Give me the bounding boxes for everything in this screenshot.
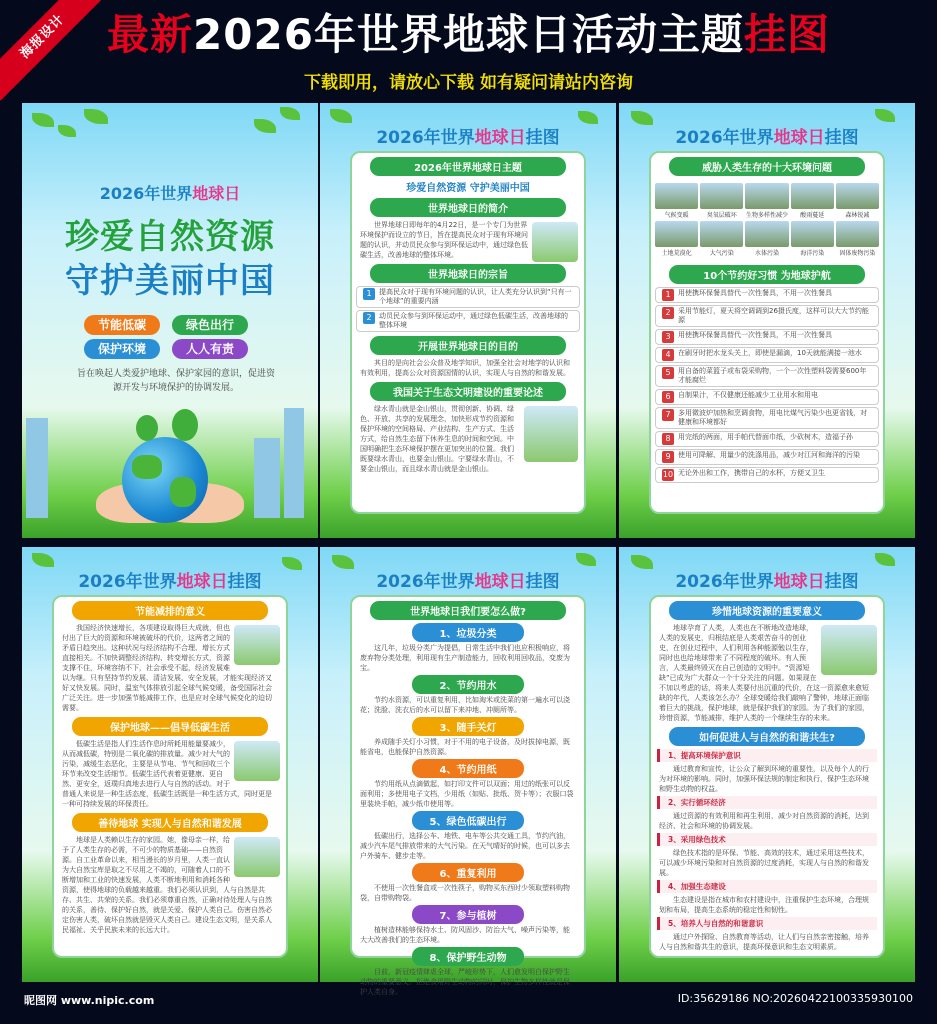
issue-cell [745, 221, 788, 257]
watermark-right: ID:35629186 NO:20260422100335930100 [677, 992, 913, 1005]
habit-item [655, 407, 879, 429]
body-text: 世界地球日即每年的4月22日，是一个专门为世界环境保护而设立的节日，旨在提高民众对于现有环境问题的认识，并动员民众参与到环保运动中，通过绿色低碳生活，改善地球的整体环境。 [360, 221, 528, 259]
section-header: 如何促进人与自然的和谐共生? [669, 727, 865, 746]
issue-label: 固体废物污染 [839, 250, 876, 257]
content-card [350, 595, 586, 996]
body-text: 低碳生活是指人们生活作息时所耗用能量要减少，从而减低碳，特别是二氧化碳的排放量。减少对大气的污染，减缓生态恶化，主要是从节电、节气和回收三个环节来改变生活细节。低碳生活代表着更健康、更自然、更安全，返璞归真地去进行人与自然的活动。对于普通人来说是一种生活态度，低碳生活既是一种生活方式，同时更是一种可持续发展的环保责任。 [62, 740, 272, 808]
watermark-left: 昵图网 www.nipic.com [24, 994, 155, 1007]
body-text: 地球是人类赖以生存的家园。她，像母亲一样，给予了人类生存的必需，不可少的物质基础——自然资源。自工业革命以来，相当漫长的岁月里，人类一直认为大自然宝库是取之不尽用之不竭的，可随着人口的不断增加和工业的快速发展，人类不断地利用和消耗各种资源，使得地球的负载越来越重。我们必须认识到，人与自然是共存、共生、共荣的关系。我们必须尊重自然，正确对待处理人与自然的关系，善待、保护好自然，就是关爱、保护人类自己。伤害自然必定伤害人类，破坏自然就是毁灭人类自己。建设生态文明，是关系人民福祉、关乎民族未来的长远大计。 [62, 836, 272, 934]
harmony-header: 5、培养人与自然的和谐意识 [657, 917, 877, 930]
habit-text: 用使携环保餐具替代一次性餐具，不用一次性餐具 [678, 331, 832, 339]
list-item: 1 提高民众对于现有环境问题的认识，让人类充分认识到“只有一个地球”的重要内涵 [356, 286, 580, 308]
leaf-icon [330, 109, 352, 123]
habit-number: 1 [662, 289, 674, 301]
issue-cell [836, 221, 879, 257]
leaf-icon [84, 109, 108, 124]
section-header: 10个节约好习惯 为地球护航 [669, 265, 865, 284]
habit-number: 7 [662, 409, 674, 421]
section-header: 珍惜地球资源的重要意义 [669, 601, 865, 620]
issue-photo [655, 221, 698, 247]
body-text: 其目的是向社会公众普及地学知识，加强全社会对地学的认识和有效利用，提高公众对资源国情的认识，实现人与自然的和谐发展。 [360, 359, 570, 377]
issue-label: 生物多样性减少 [745, 212, 788, 219]
earth-globe-icon [122, 437, 208, 523]
body-text: 我国经济快速增长，各项建设取得巨大成就，但也付出了巨大的资源和环境被破坏的代价，这两者之间的矛盾日趋突出。这种状况与经济结构不合理、增长方式直接相关。不加快调整经济结构、转变增长方式，资源支撑不住，环境容纳不下，社会承受不起，经济发展难以为继。只有坚持节约发展、清洁发展、安全发展，才能实现经济又好又快发展。同时，温室气体排放引起全球气候变暖，备受国际社会广泛关注。进一步加强节能减排工作，也是应对全球气候变化的迫切需要。 [62, 624, 272, 712]
action-list [352, 623, 584, 997]
earth-illustration [532, 222, 578, 262]
habit-item [655, 347, 879, 363]
action-header: 6、重复利用 [412, 863, 524, 882]
action-text: 植树造林能够保持水土、防风固沙、防治大气、噪声污染等，能大大改善我们的生态环境。 [360, 926, 570, 944]
habit-text: 用使携环保餐具替代一次性餐具，不用一次性餐具 [678, 289, 832, 297]
page-title: 最新2026年世界地球日活动主题挂图 [107, 10, 830, 59]
globe-illustration [234, 625, 280, 665]
habit-item [655, 287, 879, 303]
poster-title: 2026年世界地球日挂图 [675, 128, 859, 148]
leaf-icon [875, 109, 895, 122]
action-header: 4、节约用纸 [412, 759, 524, 778]
landscape-illustration [524, 406, 578, 462]
action-text: 这几年，垃圾分类广为提倡，日常生活中我们也应积极响应，将废弃物分类处理，利用现有生产制造能力，回收利用回收品，变废为宝。 [360, 644, 570, 672]
tag-badge: 节能低碳 [84, 315, 160, 335]
balloon-illustration [821, 625, 877, 675]
harmony-text: 通过教育和宣传，让公众了解到环境的重要性，以及每个人的行为对环境的影响。同时，加强环保法规的制定和执行，保护生态环境和野生动物的权益。 [659, 765, 869, 793]
issue-photo [836, 221, 879, 247]
leaf-icon [576, 553, 596, 566]
habit-item [655, 329, 879, 345]
issue-label: 水体污染 [754, 250, 779, 257]
action-text: 养成随手关灯小习惯，对于不用的电子设备，及时拔掉电源，既能省电，也能保护自然资源。 [360, 738, 570, 756]
tree-icon [172, 409, 198, 441]
issue-cell [655, 221, 698, 257]
leaf-icon [32, 113, 54, 127]
poster-issues [619, 103, 915, 538]
issue-cell [700, 221, 743, 257]
habit-text: 使用可降解、用量少的洗涤用品，减少对江河和海洋的污染 [678, 451, 860, 459]
habit-text: 在刷牙时把水龙头关上，即使是漏滴，10天就能满接一池水 [678, 349, 862, 357]
leaf-icon [280, 107, 300, 120]
list-item: 2 动员民众参与到环保运动中，通过绿色低碳生活，改善地球的整体环境 [356, 310, 580, 332]
section-header: 2026年世界地球日主题 [370, 157, 566, 176]
harmony-header: 3、采用绿色技术 [657, 833, 877, 846]
building-shape [284, 408, 304, 518]
issue-photo [745, 183, 788, 209]
action-text: 低碳出行，选择公车、地铁、电车等公共交通工具，节约汽油，减少汽车尾气排放带来的大气污染。在天气晴好的时候，也可以多去户外骑车、健步走等。 [360, 832, 570, 860]
section-header: 威胁人类生存的十大环境问题 [669, 157, 865, 176]
leaf-icon [58, 125, 76, 137]
habit-item [655, 389, 879, 405]
habit-text: 多用微波炉加热和烹调食物，用电比煤气污染少也更省钱，对健康和环境都好 [678, 409, 867, 426]
habit-number: 5 [662, 367, 674, 379]
issue-cell [836, 183, 879, 219]
habit-number: 10 [662, 470, 674, 479]
issue-label: 酸雨蔓延 [800, 212, 825, 219]
harmony-list [651, 749, 883, 952]
plant-illustration [234, 837, 280, 877]
content-card [52, 595, 288, 958]
issue-label: 土地荒漠化 [661, 250, 692, 257]
action-header: 5、绿色低碳出行 [412, 811, 524, 830]
harmony-text: 通过户外探险、自然教育等活动，让人们与自然亲密接触，培养人与自然和谐共生的意识，提高环保意识和生态文明素质。 [659, 933, 869, 951]
action-text: 不使用一次性餐盒或一次性筷子，购物买东西时少领取塑料购物袋，自带购物袋。 [360, 884, 570, 902]
action-header: 2、节约用水 [412, 675, 524, 694]
action-text: 节约水资源，可以重复利用，比如淘米或洗菜的第一遍水可以浇花；洗脸、洗衣后的水可以留下来冲地、冲厕所等。 [360, 696, 570, 714]
issue-photo [655, 183, 698, 209]
section-header: 节能减排的意义 [72, 601, 268, 620]
issue-label: 大气污染 [709, 250, 734, 257]
body-text: 地球孕育了人类，人类也在不断地改造地球，人类的发展史，归根结底是人类艰苦奋斗的创业史，在创业过程中，人们利用各种能源勉以生存，同时也也给地球带来了不同程度的破坏。有人预言，人类最终毁灭在自己创造的文明中。“资源短缺”已成为广大群众一个十分关注的问题。如果现在不加以考虑的话，将来人类要付出沉重的代价，在这一资源愈来愈短缺的年代，人类该怎么办？全球变暖给我们敲响了警钟，地球正面临着巨大的挑战，保护地球，就是保护我们的家园。为了我们的家园，珍惜资源，节能减排，维护人类的一个继续生存的未来。 [659, 624, 869, 722]
habit-number: 6 [662, 391, 674, 403]
habit-list [651, 287, 883, 483]
issue-label: 森林锐减 [845, 212, 870, 219]
content-card [350, 151, 586, 514]
action-text: 目前，新冠疫情肆虐全球，严峻形势下，人们愈发明白保护野生动物的重要意义。拒绝食用野生动物的同时，保护生物多样性就是保护人类自身。 [360, 968, 570, 996]
action-header: 3、随手关灯 [412, 717, 524, 736]
harmony-header: 1、提高环境保护意识 [657, 749, 877, 762]
habit-item [655, 467, 879, 483]
issue-photo [745, 221, 788, 247]
habit-text: 采用节能灯，夏天将空调调到26摄氏度，这样可以大大节约能源 [678, 307, 869, 324]
section-header: 世界地球日我们要怎么做? [370, 601, 566, 620]
harmony-text: 生态建设是指在城市和农村建设中，注重保护生态环境，合理规划和布局，提高生态系统的稳定性和韧性。 [659, 896, 869, 914]
tree-icon [136, 415, 158, 441]
habit-text: 无论外出和工作，携带自己的水杯，方便又卫生 [678, 469, 825, 477]
section-header: 我国关于生态文明建设的重要论述 [370, 382, 566, 401]
building-shape [254, 438, 280, 518]
habit-item [655, 305, 879, 327]
harmony-text: 通过资源的有效利用和再生利用，减少对自然资源的消耗，达到经济、社会和环境的协调发展。 [659, 812, 869, 830]
content-card [649, 595, 885, 958]
poster-title: 2026年世界地球日挂图 [675, 572, 859, 592]
issue-grid [651, 179, 883, 261]
issue-cell [700, 183, 743, 219]
leaf-icon [875, 553, 895, 566]
action-header: 7、参与植树 [412, 905, 524, 924]
habit-text: 用完纸的两面，用手帕代替面巾纸，少砍树木，造福子孙 [678, 433, 853, 441]
leaf-icon [254, 119, 276, 133]
issue-cell [791, 183, 834, 219]
theme-text: 珍爱自然资源 守护美丽中国 [406, 183, 530, 194]
cover-description: 旨在唤起人类爱护地球、保护家园的意识，促进资源开发与环境保护的协调发展。 [76, 369, 275, 393]
issue-label: 臭氧层破坏 [706, 212, 737, 219]
poster-cover [22, 103, 318, 538]
leaf-icon [32, 553, 54, 567]
section-header: 世界地球日的宗旨 [370, 264, 566, 283]
building-shape [26, 418, 48, 518]
harmony-header: 4、加强生态建设 [657, 880, 877, 893]
habit-item [655, 431, 879, 447]
habit-number: 3 [662, 331, 674, 343]
issue-cell [745, 183, 788, 219]
action-text: 节约用纸从点滴做起，如打印文件可以双面；用过的纸张可以反面利用；多使用电子文档，少用纸（如贴、批纸、贺卡等）；衣服口袋里装块手帕，减少纸巾使用等。 [360, 780, 574, 808]
section-header: 世界地球日的简介 [370, 198, 566, 217]
issue-photo [700, 221, 743, 247]
issue-photo [791, 183, 834, 209]
body-text: 绿水青山就是金山银山，贯彻创新、协调、绿色、开放、共享的发展理念，加快形成节约资源和保护环境的空间格局、产业结构、生产方式、生活方式，给自然生态留下休养生息的时间和空间。中国明确把生态环境保护摆在更加突出的位置。我们既要绿水青山，也要金山银山。宁要绿水青山，不要金山银山，而且绿水青山就是金山银山。 [360, 405, 514, 473]
page-subtitle: 下载即用，请放心下载 如有疑问请站内咨询 [304, 73, 633, 93]
tag-badge: 保护环境 [84, 339, 160, 359]
issue-label: 气候变暖 [664, 212, 689, 219]
habit-item [655, 365, 879, 387]
cover-line1: 珍爱自然资源 [65, 217, 275, 257]
issue-photo [791, 221, 834, 247]
issue-cell [791, 221, 834, 257]
issue-label: 海洋污染 [800, 250, 825, 257]
action-header: 8、保护野生动物 [412, 947, 524, 966]
habit-text: 自制果汁，不仅健康还能减少工业用水和用电 [678, 391, 818, 399]
issue-photo [836, 183, 879, 209]
habit-number: 4 [662, 349, 674, 361]
section-header: 开展世界地球日的目的 [370, 336, 566, 355]
content-card [649, 151, 885, 514]
habit-number: 8 [662, 433, 674, 445]
habit-number: 9 [662, 451, 674, 463]
tag-badge: 人人有责 [172, 339, 248, 359]
poster-harmony [619, 547, 915, 982]
habit-number: 2 [662, 307, 674, 319]
harmony-text: 绿色技术指的是环保、节能、高效的技术，通过采用这些技术，可以减少环境污染和对自然资源的过度消耗，实现人与自然的和谐发展。 [659, 849, 869, 877]
action-header: 1、垃圾分类 [412, 623, 524, 642]
tag-badge: 绿色出行 [172, 315, 248, 335]
poster-title: 2026年世界地球日挂图 [78, 572, 262, 592]
cover-subtitle: 2026年世界地球日 [99, 184, 241, 203]
harmony-header: 2、实行循环经济 [657, 796, 877, 809]
issue-cell [655, 183, 698, 219]
people-illustration [234, 741, 280, 781]
poster-title: 2026年世界地球日挂图 [376, 572, 560, 592]
section-header: 保护地球——倡导低碳生活 [72, 717, 268, 736]
section-header: 善待地球 实现人与自然和谐发展 [72, 813, 268, 832]
cover-line2: 守护美丽中国 [65, 261, 275, 301]
poster-intro [320, 103, 616, 538]
poster-actions [320, 547, 616, 996]
habit-text: 用自备的菜篮子或布袋采购物，一个一次性塑料袋需要600年才能腐烂 [678, 367, 867, 384]
corner-badge: 海报设计 [0, 0, 107, 101]
habit-item [655, 449, 879, 465]
issue-photo [700, 183, 743, 209]
poster-energy [22, 547, 318, 982]
poster-title: 2026年世界地球日挂图 [376, 128, 560, 148]
